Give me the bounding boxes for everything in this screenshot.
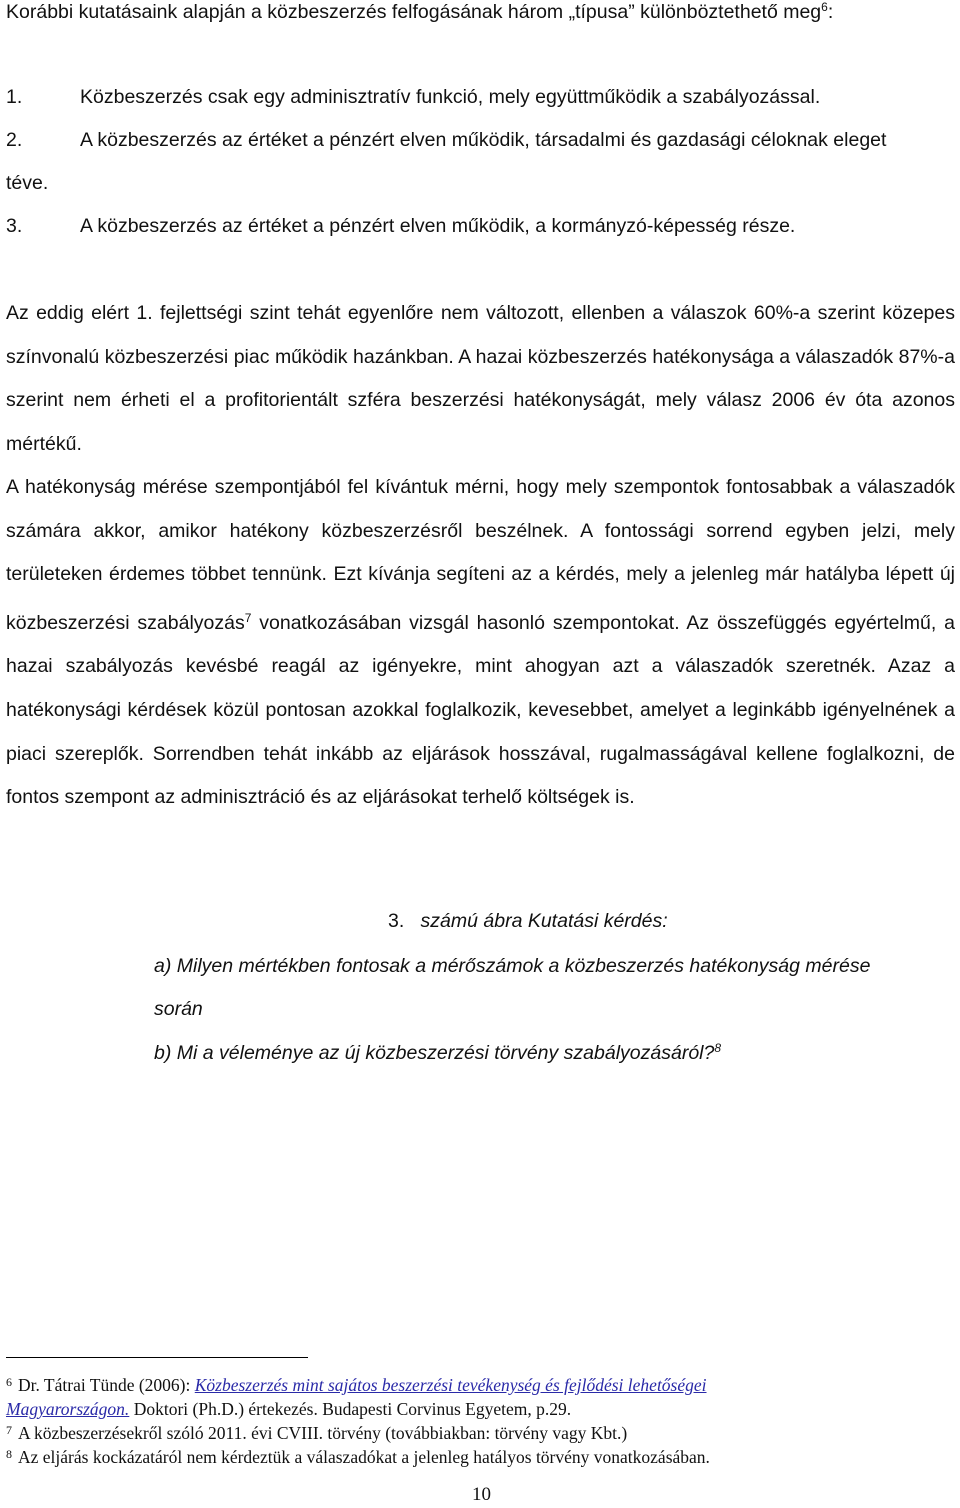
paragraph-2 (6, 466, 955, 820)
intro-sentence (6, 0, 833, 24)
list-item-3 (6, 215, 795, 238)
footnote-ref-6[interactable]: 6 (821, 0, 828, 14)
footnote-6 (6, 1370, 946, 1421)
list-text: Közbeszerzés csak egy adminisztratív funkció, mely együttműködik a szabályozással. (80, 86, 821, 108)
list-number: 2. (6, 129, 23, 151)
question-b-text: b) Mi a véleménye az új közbeszerzési törvény szabályozásáról? (154, 1042, 715, 1064)
footnote-8-text: Az eljárás kockázatáról nem kérdeztük a válaszadókat a jelenleg hatályos törvény vonatkozásában. (18, 1447, 710, 1467)
question-b (154, 1041, 721, 1065)
figure-number: 3. (388, 910, 405, 932)
footnote-7-text: A közbeszerzésekről szóló 2011. évi CVIII. törvény (továbbiakban: törvény vagy Kbt.) (18, 1423, 628, 1443)
paragraph-2-text-b: vonatkozásában vizsgál hasonló szempontokat. Az összefüggés egyértelmű, a hazai szabályozás kevésbé reagál az igényekre, mint ahogyan azt a válaszadók szeretnék. Azaz a hatékonysági kérdések közül pontosan azokkal foglalkozik, kevesebbet, amelyet a leginkább igényelnének a piaci szereplők. Sorrendben tehát inkább az eljárások hosszával, rugalmasságával kellene foglalkozni, de fontos szempont az adminisztráció és az eljárásokat terhelő költségek is. (6, 611, 955, 809)
footnote-7 (6, 1418, 627, 1445)
footnote-6-link[interactable]: Közbeszerzés mint sajátos beszerzési tevékenység és fejlődési lehetőségei (194, 1375, 707, 1395)
footnote-number: 7 (6, 1423, 12, 1437)
footnote-ref-7[interactable]: 7 (244, 610, 252, 625)
footnote-number: 6 (6, 1375, 12, 1389)
intro-end: : (827, 1, 834, 23)
footnote-6-link-continued[interactable]: Magyarországon. (6, 1399, 130, 1419)
list-text: A közbeszerzés az értéket a pénzért elven működik, társadalmi és gazdasági céloknak eleget (80, 129, 887, 151)
figure-caption (388, 910, 668, 933)
footnote-separator (6, 1357, 308, 1358)
page-number: 10 (472, 1484, 491, 1505)
paragraph-2-text-a: A hatékonyság mérése szempontjából fel kívántuk mérni, hogy mely szempontok fontosabbak a válaszadók számára akkor, amikor hatékony közbeszerzésről beszélnek. A fontossági sorrend egyben jelzi, mely területeken érdemes többet tennünk. Ezt kívánja segíteni az a kérdés, mely a jelenleg már hatályba lépett új közbeszerzési szabályozás (6, 476, 955, 634)
footnote-6-prefix: Dr. Tátrai Tünde (2006): (18, 1375, 195, 1395)
figure-title: számú ábra Kutatási kérdés: (420, 910, 668, 932)
list-item-2-continuation: téve. (6, 172, 49, 194)
list-item-2 (6, 129, 886, 152)
footnote-6-suffix: Doktori (Ph.D.) értekezés. Budapesti Corvinus Egyetem, p.29. (129, 1399, 572, 1419)
list-text: A közbeszerzés az értéket a pénzért elven működik, a kormányzó-képesség része. (80, 215, 796, 237)
footnote-number: 8 (6, 1447, 12, 1461)
intro-text: Korábbi kutatásaink alapján a közbeszerzés felfogásának három „típusa” különböztethető meg (6, 1, 822, 23)
question-a-line-2: során (154, 998, 203, 1020)
list-item-1 (6, 86, 820, 109)
question-a-line-1: a) Milyen mértékben fontosak a mérőszámok a közbeszerzés hatékonyság mérése (154, 955, 871, 977)
footnote-ref-8[interactable]: 8 (714, 1041, 722, 1055)
list-number: 1. (6, 86, 23, 108)
list-number: 3. (6, 215, 23, 237)
footnote-8 (6, 1442, 710, 1469)
paragraph-1: Az eddig elért 1. fejlettségi szint tehát egyenlőre nem változott, ellenben a válaszok 60%-a szerint közepes színvonalú közbeszerzési piac működik hazánkban. A hazai közbeszerzés hatékonysága a válaszadók 87%-a szerint nem érheti el a profitorientált szféra beszerzési hatékonyságát, mely válasz 2006 év óta azonos mértékű. (6, 302, 955, 455)
